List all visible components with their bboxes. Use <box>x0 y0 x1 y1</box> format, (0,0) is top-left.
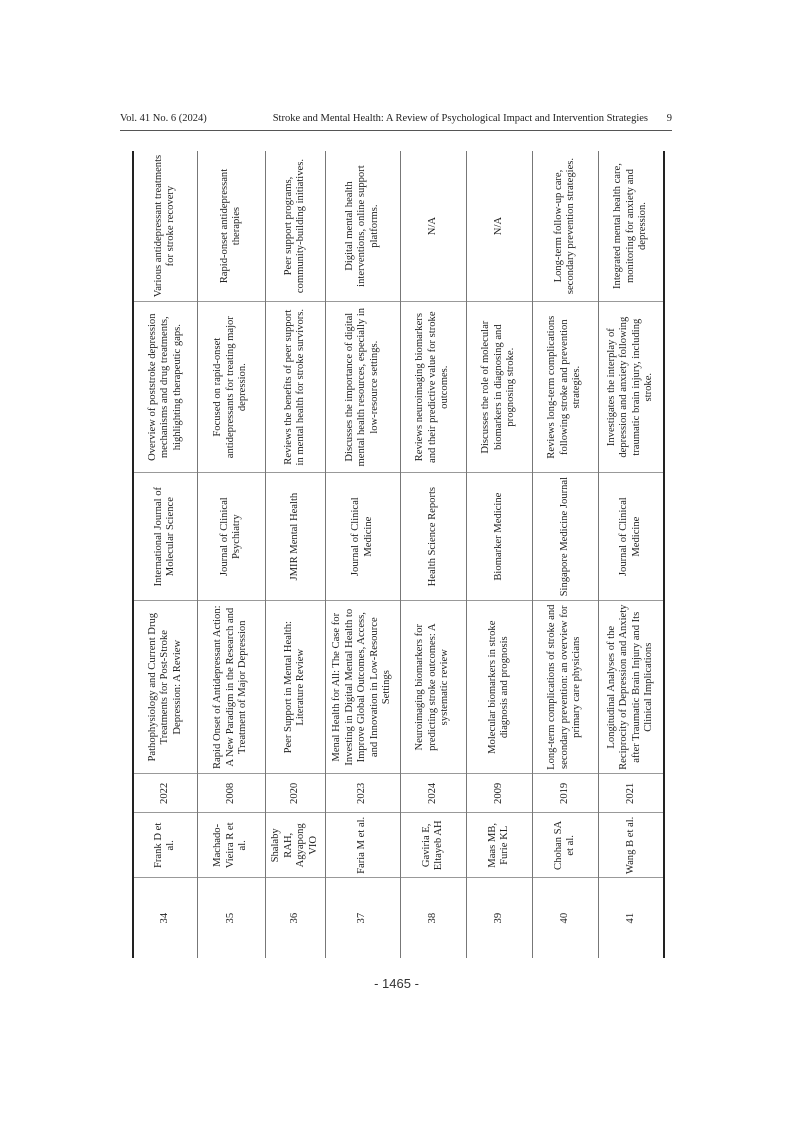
table-row <box>532 151 598 958</box>
cell-author: Shalaby RAH, Agyapong VIO <box>265 813 325 878</box>
cell-no: 40 <box>532 878 598 958</box>
cell-author: Chohan SA et al. <box>532 813 598 878</box>
page-footer: - 1465 - <box>374 976 419 991</box>
cell-title: Peer Support in Mental Health: Literature Review <box>265 601 325 774</box>
cell-journal: Journal of Clinical Medicine <box>598 473 664 601</box>
cell-title: Long-term complications of stroke and secondary prevention: an overview for primary care physicians <box>532 601 598 774</box>
table-row <box>466 151 532 958</box>
table-row <box>400 151 466 958</box>
cell-summary: Overview of poststroke depression mechanisms and drug treatments, highlighting therapeutic gaps. <box>133 302 197 473</box>
cell-year: 2019 <box>532 774 598 813</box>
cell-journal: Journal of Clinical Psychiatry <box>197 473 265 601</box>
cell-journal: Biomarker Medicine <box>466 473 532 601</box>
cell-no: 36 <box>265 878 325 958</box>
header-rule <box>120 130 672 131</box>
table-row <box>325 151 400 958</box>
page-number: 9 <box>666 113 672 124</box>
cell-intervention: N/A <box>400 151 466 302</box>
cell-summary: Discusses the role of molecular biomarkers in diagnosing and prognosing stroke. <box>466 302 532 473</box>
cell-intervention: Long-term follow-up care, secondary prevention strategies. <box>532 151 598 302</box>
cell-year: 2021 <box>598 774 664 813</box>
cell-journal: Singapore Medicine Journal <box>532 473 598 601</box>
cell-journal: International Journal of Molecular Science <box>133 473 197 601</box>
cell-title: Neuroimaging biomarkers for predicting stroke outcomes: A systematic review <box>400 601 466 774</box>
cell-intervention: N/A <box>466 151 532 302</box>
cell-title: Rapid Onset of Antidepressant Action: A New Paradigm in the Research and Treatment of Major Depression <box>197 601 265 774</box>
running-header <box>120 113 672 129</box>
cell-intervention: Peer support programs, community-building initiatives. <box>265 151 325 302</box>
cell-title: Menal Health for All: The Case for Investing in Digital Mental Health to Improve Global Outcomes, Access, and Innovation in Low-Resource Settings <box>325 601 400 774</box>
cell-no: 37 <box>325 878 400 958</box>
cell-year: 2022 <box>133 774 197 813</box>
cell-author: Frank D et al. <box>133 813 197 878</box>
cell-intervention: Various antidepressant treatments for stroke recovery <box>133 151 197 302</box>
cell-author: Gaviria E, Eltayeb AH <box>400 813 466 878</box>
table-row <box>265 151 325 958</box>
cell-no: 35 <box>197 878 265 958</box>
cell-year: 2023 <box>325 774 400 813</box>
cell-year: 2024 <box>400 774 466 813</box>
cell-no: 39 <box>466 878 532 958</box>
cell-summary: Focused on rapid-onset antidepressants for treating major depression. <box>197 302 265 473</box>
cell-no: 41 <box>598 878 664 958</box>
cell-summary: Reviews long-term complications following stroke and prevention strategies. <box>532 302 598 473</box>
journal-volume: Vol. 41 No. 6 (2024) <box>120 113 207 124</box>
cell-journal: JMIR Mental Health <box>265 473 325 601</box>
cell-no: 34 <box>133 878 197 958</box>
cell-summary: Discusses the importance of digital mental health resources, especially in low-resource settings. <box>325 302 400 473</box>
cell-title: Molecular biomarkers in stroke diagnosis and prognosis <box>466 601 532 774</box>
running-title: Stroke and Mental Health: A Review of Psychological Impact and Intervention Strategies <box>272 113 648 124</box>
table-row <box>197 151 265 958</box>
cell-summary: Investigates the interplay of depression and anxiety following traumatic brain injury, including stroke. <box>598 302 664 473</box>
references-table <box>132 151 665 958</box>
cell-author: Maas MB, Furie KL <box>466 813 532 878</box>
cell-author: Wang B et al. <box>598 813 664 878</box>
cell-year: 2020 <box>265 774 325 813</box>
cell-author: Faria M et al. <box>325 813 400 878</box>
rotated-table-container <box>132 151 663 958</box>
cell-year: 2009 <box>466 774 532 813</box>
cell-title: Pathophysiology and Current Drug Treatments for Post-Stroke Depression: A Review <box>133 601 197 774</box>
cell-year: 2008 <box>197 774 265 813</box>
cell-summary: Reviews the benefits of peer support in mental health for stroke survivors. <box>265 302 325 473</box>
cell-intervention: Integrated mental health care, monitoring for anxiety and depression. <box>598 151 664 302</box>
cell-journal: Health Science Reports <box>400 473 466 601</box>
table-row <box>133 151 197 958</box>
cell-author: Machado-Vieira R et al. <box>197 813 265 878</box>
cell-title: Longitudinal Analyses of the Reciprocity of Depression and Anxiety after Traumatic Brain Injury and Its Clinical Implications <box>598 601 664 774</box>
cell-summary: Reviews neuroimaging biomarkers and their predictive value for stroke outcomes. <box>400 302 466 473</box>
cell-journal: Journal of Clinical Medicine <box>325 473 400 601</box>
cell-intervention: Rapid-onset antidepressant therapies <box>197 151 265 302</box>
table-row <box>598 151 664 958</box>
cell-no: 38 <box>400 878 466 958</box>
cell-intervention: Digital mental health interventions, online support platforms. <box>325 151 400 302</box>
